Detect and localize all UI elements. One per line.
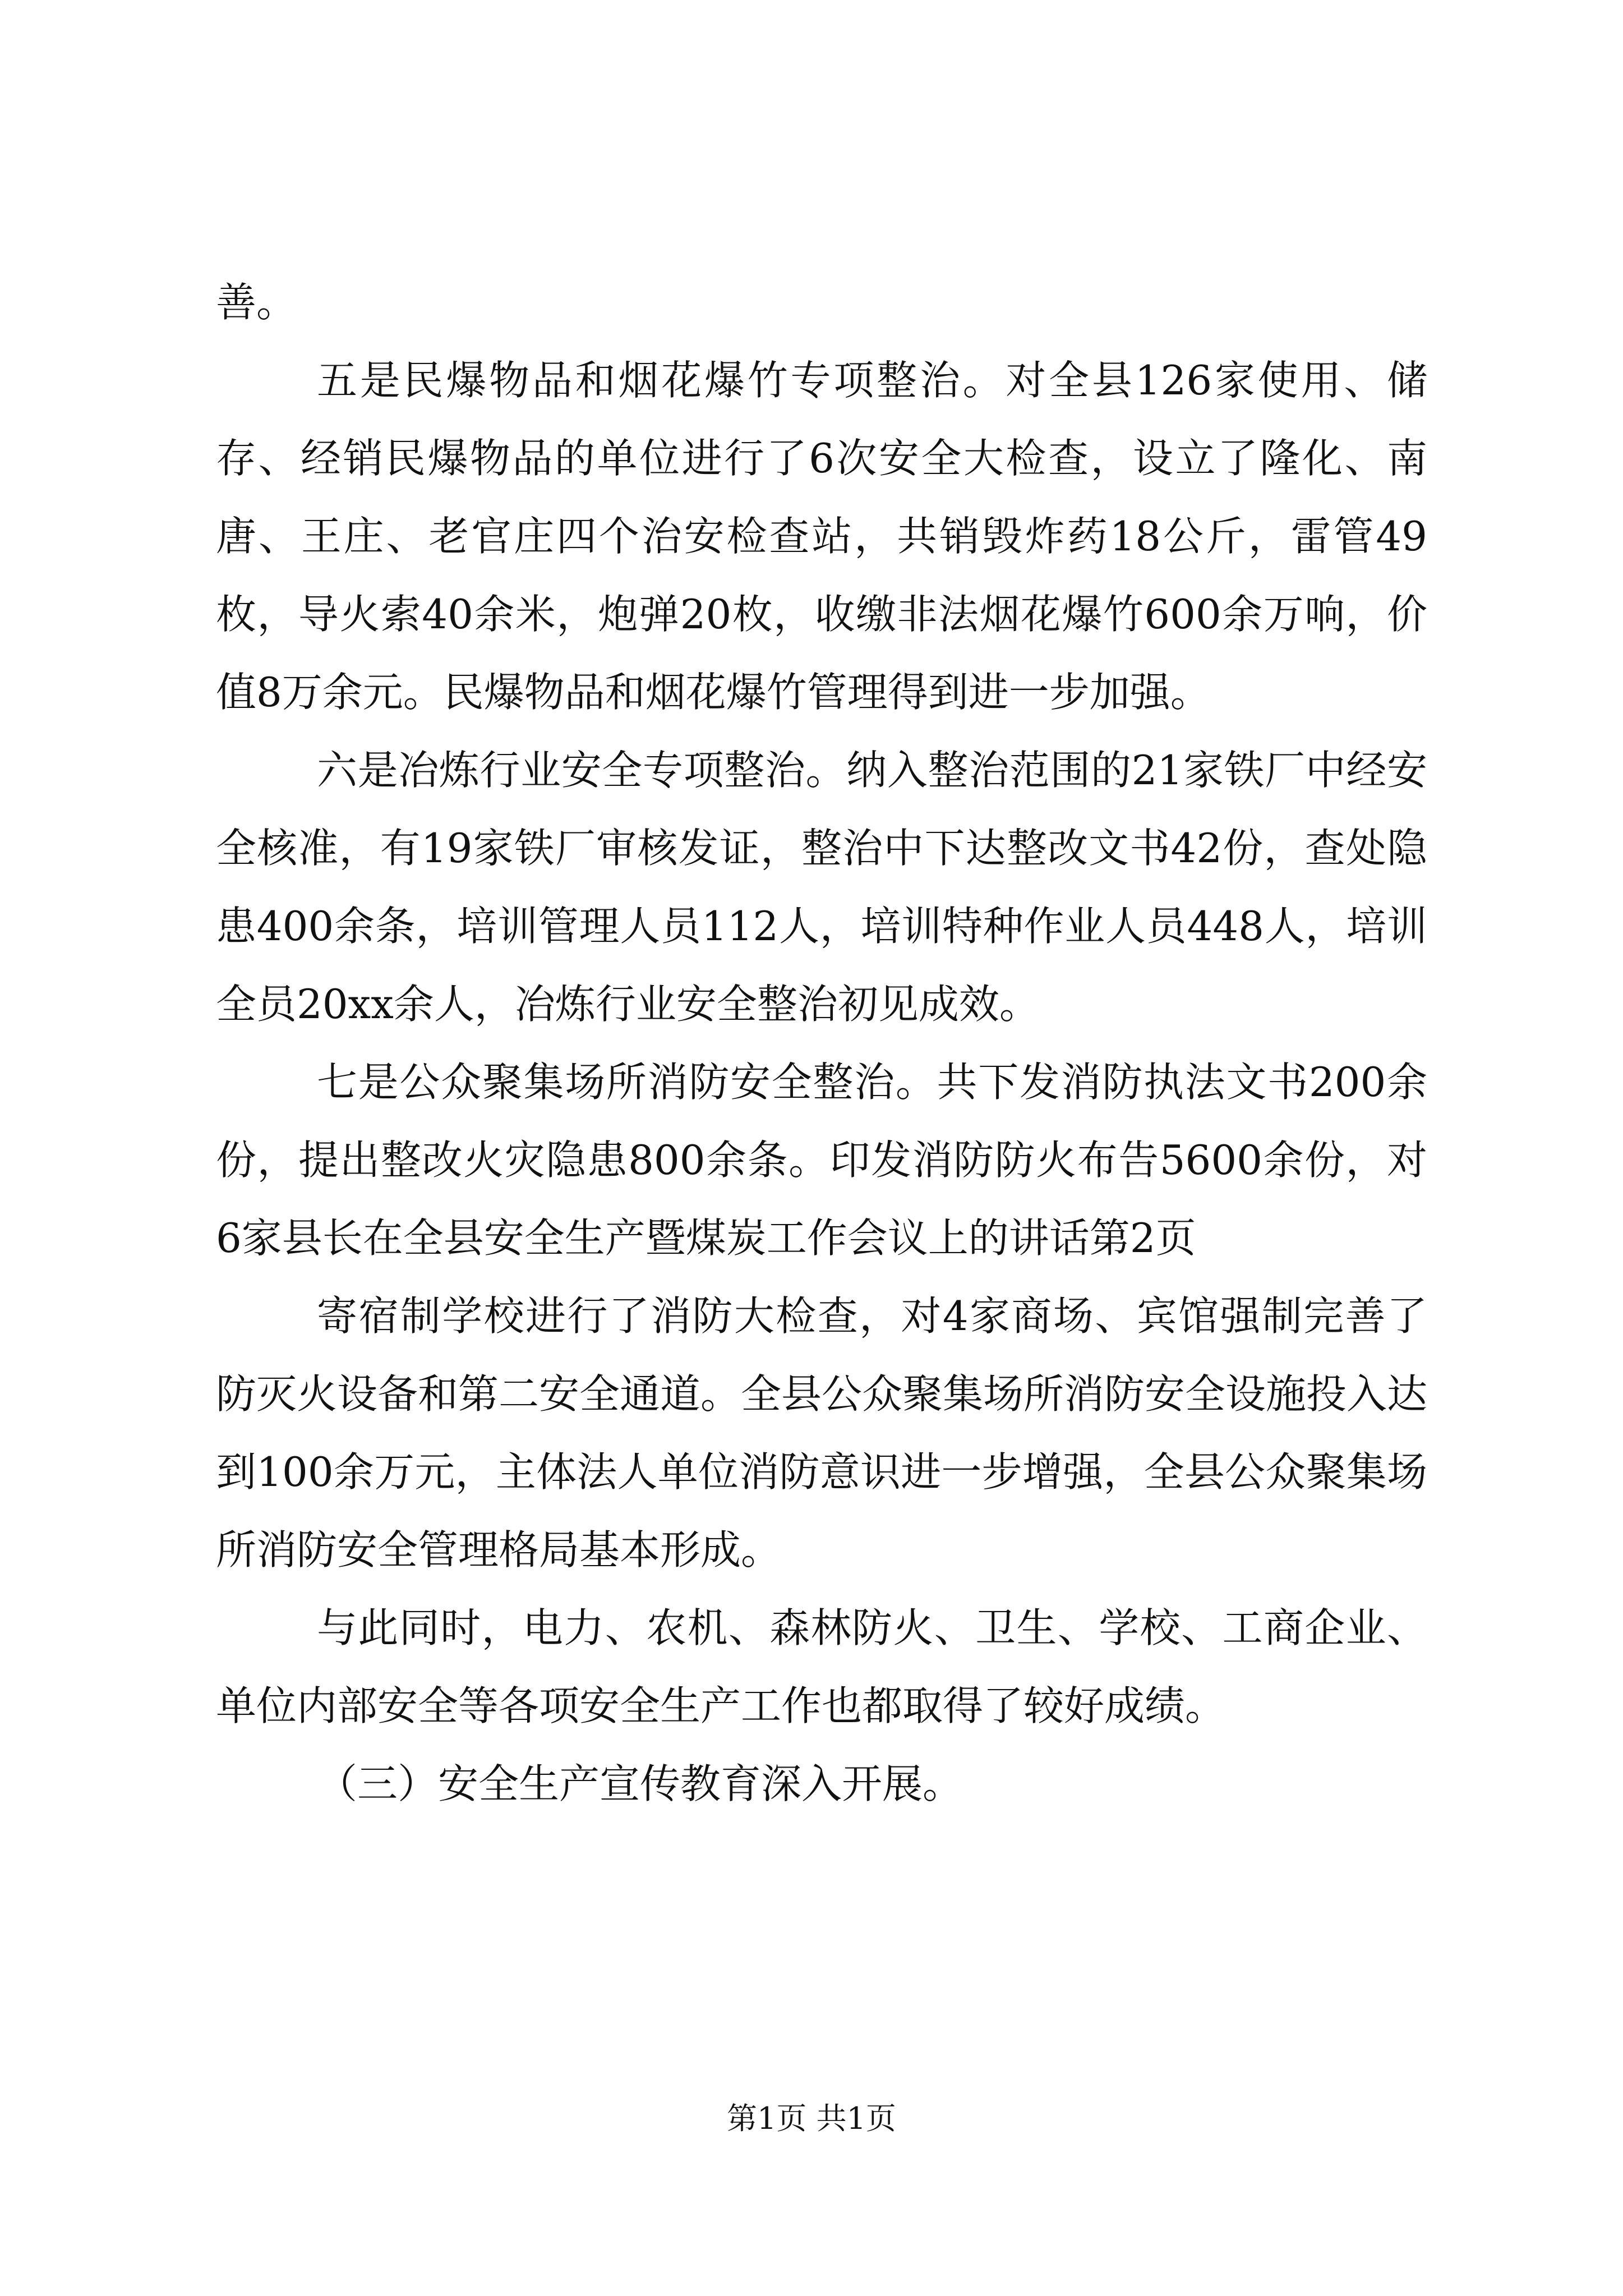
section-heading-safety-education: （三）安全生产宣传教育深入开展。 xyxy=(317,1760,963,1807)
paragraph-other-sectors: 与此同时，电力、农机、森林防火、卫生、学校、工商企业、单位内部安全等各项安全生产工作也都取得了较好成绩。 xyxy=(216,1604,1427,1729)
document-body xyxy=(216,264,1427,1823)
paragraph-boarding-schools: 寄宿制学校进行了消防大检查，对4家商场、宾馆强制完善了防灭火设备和第二安全通道。全县公众聚集场所消防安全设施投入达到100余万元，主体法人单位消防意识进一步增强，全县公众聚集场所消防安全管理格局基本形成。 xyxy=(216,1292,1428,1573)
paragraph-smelting-industry: 六是冶炼行业安全专项整治。纳入整治范围的21家铁厂中经安全核准，有19家铁厂审核发证，整治中下达整改文书42份，查处隐患400余条，培训管理人员112人，培训特种作业人员448人，培训全员20xx余人，冶炼行业安全整治初见成效。 xyxy=(216,747,1427,1028)
paragraph-continuation: 善。 xyxy=(216,279,297,326)
paragraph-public-venue-fire-safety: 七是公众聚集场所消防安全整治。共下发消防执法文书200余份，提出整改火灾隐患800余条。印发消防防火布告5600余份，对6家县长在全县安全生产暨煤炭工作会议上的讲话第2页 xyxy=(216,1059,1427,1262)
paragraph-explosives-fireworks: 五是民爆物品和烟花爆竹专项整治。对全县126家使用、储存、经销民爆物品的单位进行了6次安全大检查，设立了隆化、南唐、王庄、老官庄四个治安检查站，共销毁炸药18公斤，雷管49枚，导火索40余米，炮弹20枚，收缴非法烟花爆竹600余万响，价值8万余元。民爆物品和烟花爆竹管理得到进一步加强。 xyxy=(216,357,1427,716)
page-footer: 第1页 共1页 xyxy=(727,2101,896,2136)
